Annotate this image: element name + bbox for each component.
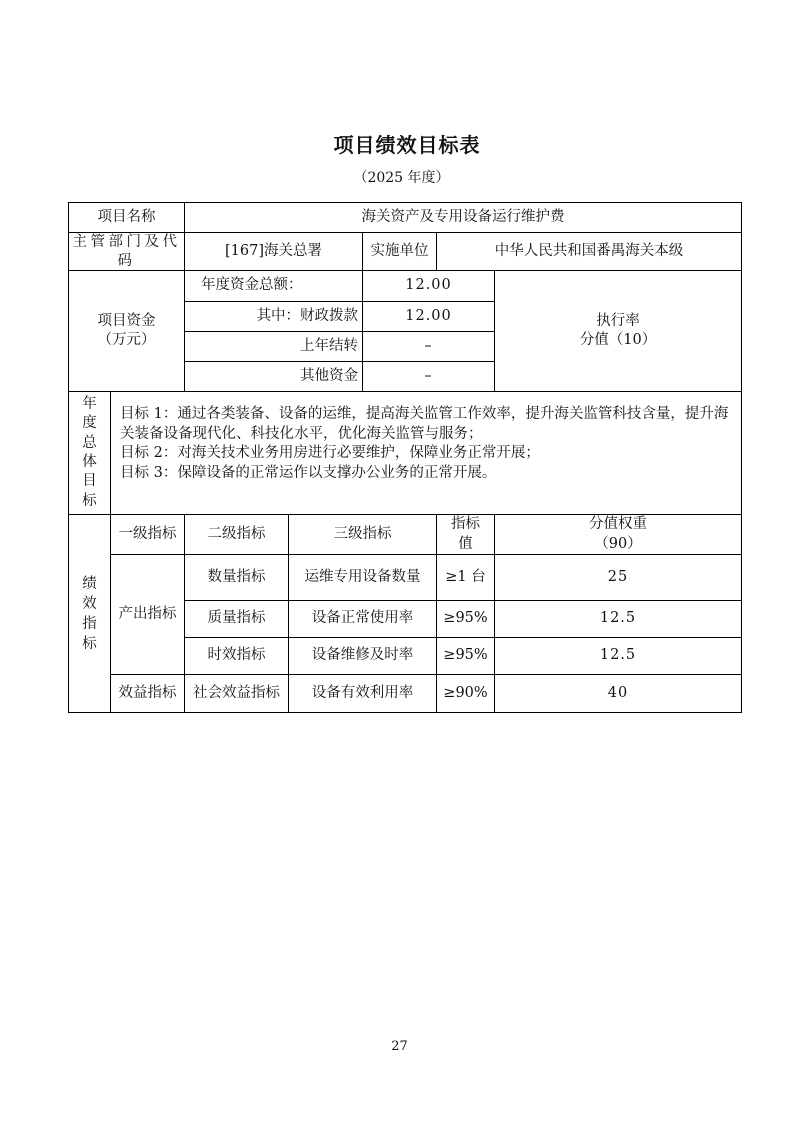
funds-row-value: – [363,362,495,392]
weight-cell: 12.5 [495,638,742,675]
level3-cell: 设备维修及时率 [289,638,437,675]
performance-target-table [68,202,742,713]
level1-output: 产出指标 [111,555,185,675]
level1-benefit: 效益指标 [111,675,185,713]
funds-row-label: 其他资金 [185,362,363,392]
funds-row-label: 年度资金总额： [185,271,363,302]
level3-cell: 运维专用设备数量 [289,555,437,601]
table-row [69,675,742,713]
level2-cell: 质量指标 [185,601,289,638]
goal-item: 目标 3：保障设备的正常运作以支撑办公业务的正常开展。 [120,464,497,481]
weight-cell: 25 [495,555,742,601]
goal-item: 目标 2：对海关技术业务用房进行必要维护，保障业务正常开展； [120,445,540,461]
header-level1: 一级指标 [111,515,185,555]
indicator-value-cell: ≥95% [437,601,495,638]
header-weight-total: （90） [594,535,642,552]
indicator-value-cell: ≥90% [437,675,495,713]
indicators-header-row [69,515,742,555]
indicators-label: 绩效指标 [82,575,97,652]
page-number: 27 [391,1039,408,1054]
weight-cell: 12.5 [495,601,742,638]
funds-row-value: 12.00 [363,271,495,302]
execution-rate-cell [495,271,742,392]
department-label: 主管部门及代码 [69,233,185,271]
indicator-value-cell: ≥95% [437,638,495,675]
level2-cell: 社会效益指标 [185,675,289,713]
funds-unit: （万元） [97,332,156,348]
indicators-label-cell [69,515,111,713]
funds-row-label: 其中：财政拨款 [185,302,363,332]
level2-cell: 数量指标 [185,555,289,601]
header-indicator-value: 指标值 [437,515,495,555]
header-level2: 二级指标 [185,515,289,555]
level2-cell: 时效指标 [185,638,289,675]
page-title: 项目绩效目标表 [333,133,481,157]
table-row-funds-total [69,271,742,302]
annual-goals-label: 年度总体目标 [82,396,97,509]
annual-goals-label-cell [69,392,111,515]
header-weight: 分值权重 [589,516,648,532]
page-subtitle-year: （2025 年度） [353,170,450,186]
table-row [69,555,742,601]
weight-cell: 40 [495,675,742,713]
table-row-project-name [69,203,742,233]
implementing-unit-label: 实施单位 [363,233,437,271]
table-row-department [69,233,742,271]
funds-label-cell [69,271,185,392]
project-name-label: 项目名称 [69,203,185,233]
funds-row-value: 12.00 [363,302,495,332]
header-level3: 三级指标 [289,515,437,555]
funds-row-value: – [363,332,495,362]
execution-rate-score: 分值（10） [579,332,657,348]
department-value: [167]海关总署 [185,233,363,271]
header-weight-cell [495,515,742,555]
level3-cell: 设备有效利用率 [289,675,437,713]
goal-item: 目标 1：通过各类装备、设备的运维，提高海关监管工作效率，提升海关监管科技含量，提升海关装备设备现代化、科技化水平，优化海关监管与服务； [120,406,729,442]
funds-row-label: 上年结转 [185,332,363,362]
project-name-value: 海关资产及专用设备运行维护费 [185,203,742,233]
execution-rate-label: 执行率 [596,312,640,329]
funds-label: 项目资金 [97,312,156,329]
indicator-value-cell: ≥1 台 [437,555,495,601]
table-row-annual-goals [69,392,742,515]
annual-goals-content [111,392,742,515]
level3-cell: 设备正常使用率 [289,601,437,638]
implementing-unit-value: 中华人民共和国番禺海关本级 [437,233,742,271]
